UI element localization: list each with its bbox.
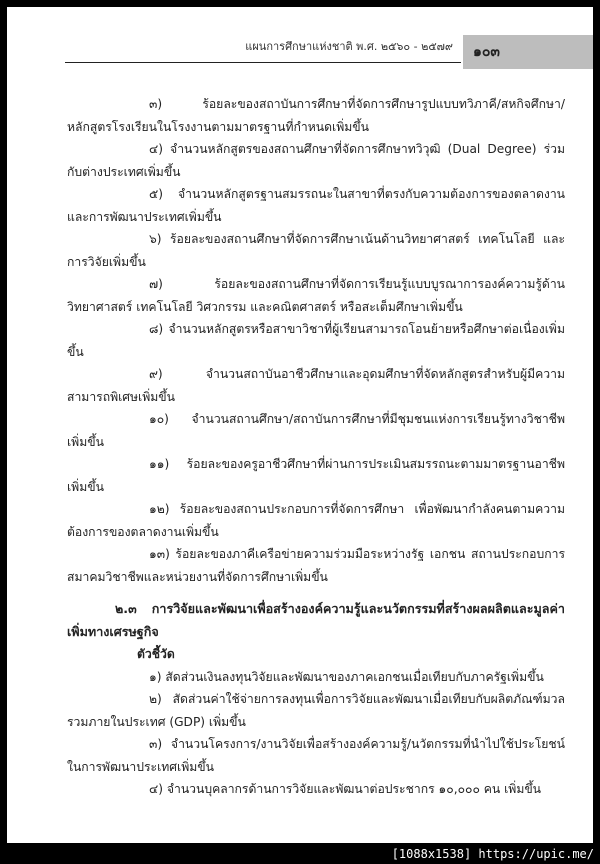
indicator-item: ๑) สัดส่วนเงินลงทุนวิจัยและพัฒนาของภาคเอกชนเมื่อเทียบกับภาครัฐเพิ่มขึ้น [149,669,544,684]
section-heading: ๒.๓ การวิจัยและพัฒนาเพื่อสร้างองค์ความรู้และนวัตกรรมที่สร้างผลผลิตและมูลค่าเพิ่มทางเศรษฐกิจ [67,601,565,639]
running-header-title: แผนการศึกษาแห่งชาติ พ.ศ. ๒๕๖๐ - ๒๕๗๙ [245,40,453,53]
indicator-item: ๑๒) ร้อยละของสถานประกอบการที่จัดการศึกษา เพื่อพัฒนากำลังคนตามความต้องการของตลาดงานเพิ่มขึ้น [67,502,565,539]
indicator-item: ๔) จำนวนบุคลากรด้านการวิจัยและพัฒนาต่อประชากร ๑๐,๐๐๐ คน เพิ่มขึ้น [149,782,542,796]
indicator-item: ๖) ร้อยละของสถานศึกษาที่จัดการศึกษาเน้นด้านวิทยาศาสตร์ เทคโนโลยี และการวิจัยเพิ่มขึ้น [67,232,565,269]
indicator-item: ๙) จำนวนสถาบันอาชีวศึกษาและอุดมศึกษาที่จัดหลักสูตรสำหรับผู้มีความสามารถพิเศษเพิ่มขึ้น [67,367,565,404]
indicator-item: ๔) จำนวนหลักสูตรของสถานศึกษาที่จัดการศึกษาทวิวุฒิ (Dual Degree) ร่วมกับต่างประเทศเพิ่มขึ้น [67,142,565,179]
page-number: ๑๐๓ [463,35,593,69]
indicator-item: ๑๓) ร้อยละของภาคีเครือข่ายความร่วมมือระหว่างรัฐ เอกชน สถานประกอบการ สมาคมวิชาชีพและหน่วยงานที่จัดการศึกษาเพิ่มขึ้น [67,547,565,584]
image-source-caption: [1088x1538] https://upic.me/ [391,847,594,861]
indicator-item: ๑๐) จำนวนสถานศึกษา/สถาบันการศึกษาที่มีชุมชนแห่งการเรียนรู้ทางวิชาชีพเพิ่มขึ้น [67,412,565,449]
indicator-item: ๒) สัดส่วนค่าใช้จ่ายการลงทุนเพื่อการวิจัยและพัฒนาเมื่อเทียบกับผลิตภัณฑ์มวลรวมภายในประเทศ (GDP) เพิ่มขึ้น [67,692,565,729]
page-body [67,93,565,801]
indicator-item: ๓) ร้อยละของสถาบันการศึกษาที่จัดการศึกษารูปแบบทวิภาคี/สหกิจศึกษา/หลักสูตรโรงเรียนในโรงงานตามมาตรฐานที่กำหนดเพิ่มขึ้น [67,97,565,134]
indicator-item: ๓) จำนวนโครงการ/งานวิจัยเพื่อสร้างองค์ความรู้/นวัตกรรมที่นำไปใช้ประโยชน์ในการพัฒนาประเทศเพิ่มขึ้น [67,737,565,774]
indicator-item: ๕) จำนวนหลักสูตรฐานสมรรถนะในสาขาที่ตรงกับความต้องการของตลาดงานและการพัฒนาประเทศเพิ่มขึ้น [67,187,565,224]
section-subheading: ตัวชี้วัด [137,647,175,661]
indicator-item: ๘) จำนวนหลักสูตรหรือสาขาวิชาที่ผู้เรียนสามารถโอนย้ายหรือศึกษาต่อเนื่องเพิ่มขึ้น [67,322,565,359]
indicator-item: ๑๑) ร้อยละของครูอาชีวศึกษาที่ผ่านการประเมินสมรรถนะตามมาตรฐานอาชีพเพิ่มขึ้น [67,457,565,494]
indicator-item: ๗) ร้อยละของสถานศึกษาที่จัดการเรียนรู้แบบบูรณาการองค์ความรู้ด้านวิทยาศาสตร์ เทคโนโลยี วิศวกรรม และคณิตศาสตร์ หรือสะเต็มศึกษาเพิ่มขึ้น [67,277,565,314]
document-page [7,7,593,843]
header-rule [65,62,461,63]
